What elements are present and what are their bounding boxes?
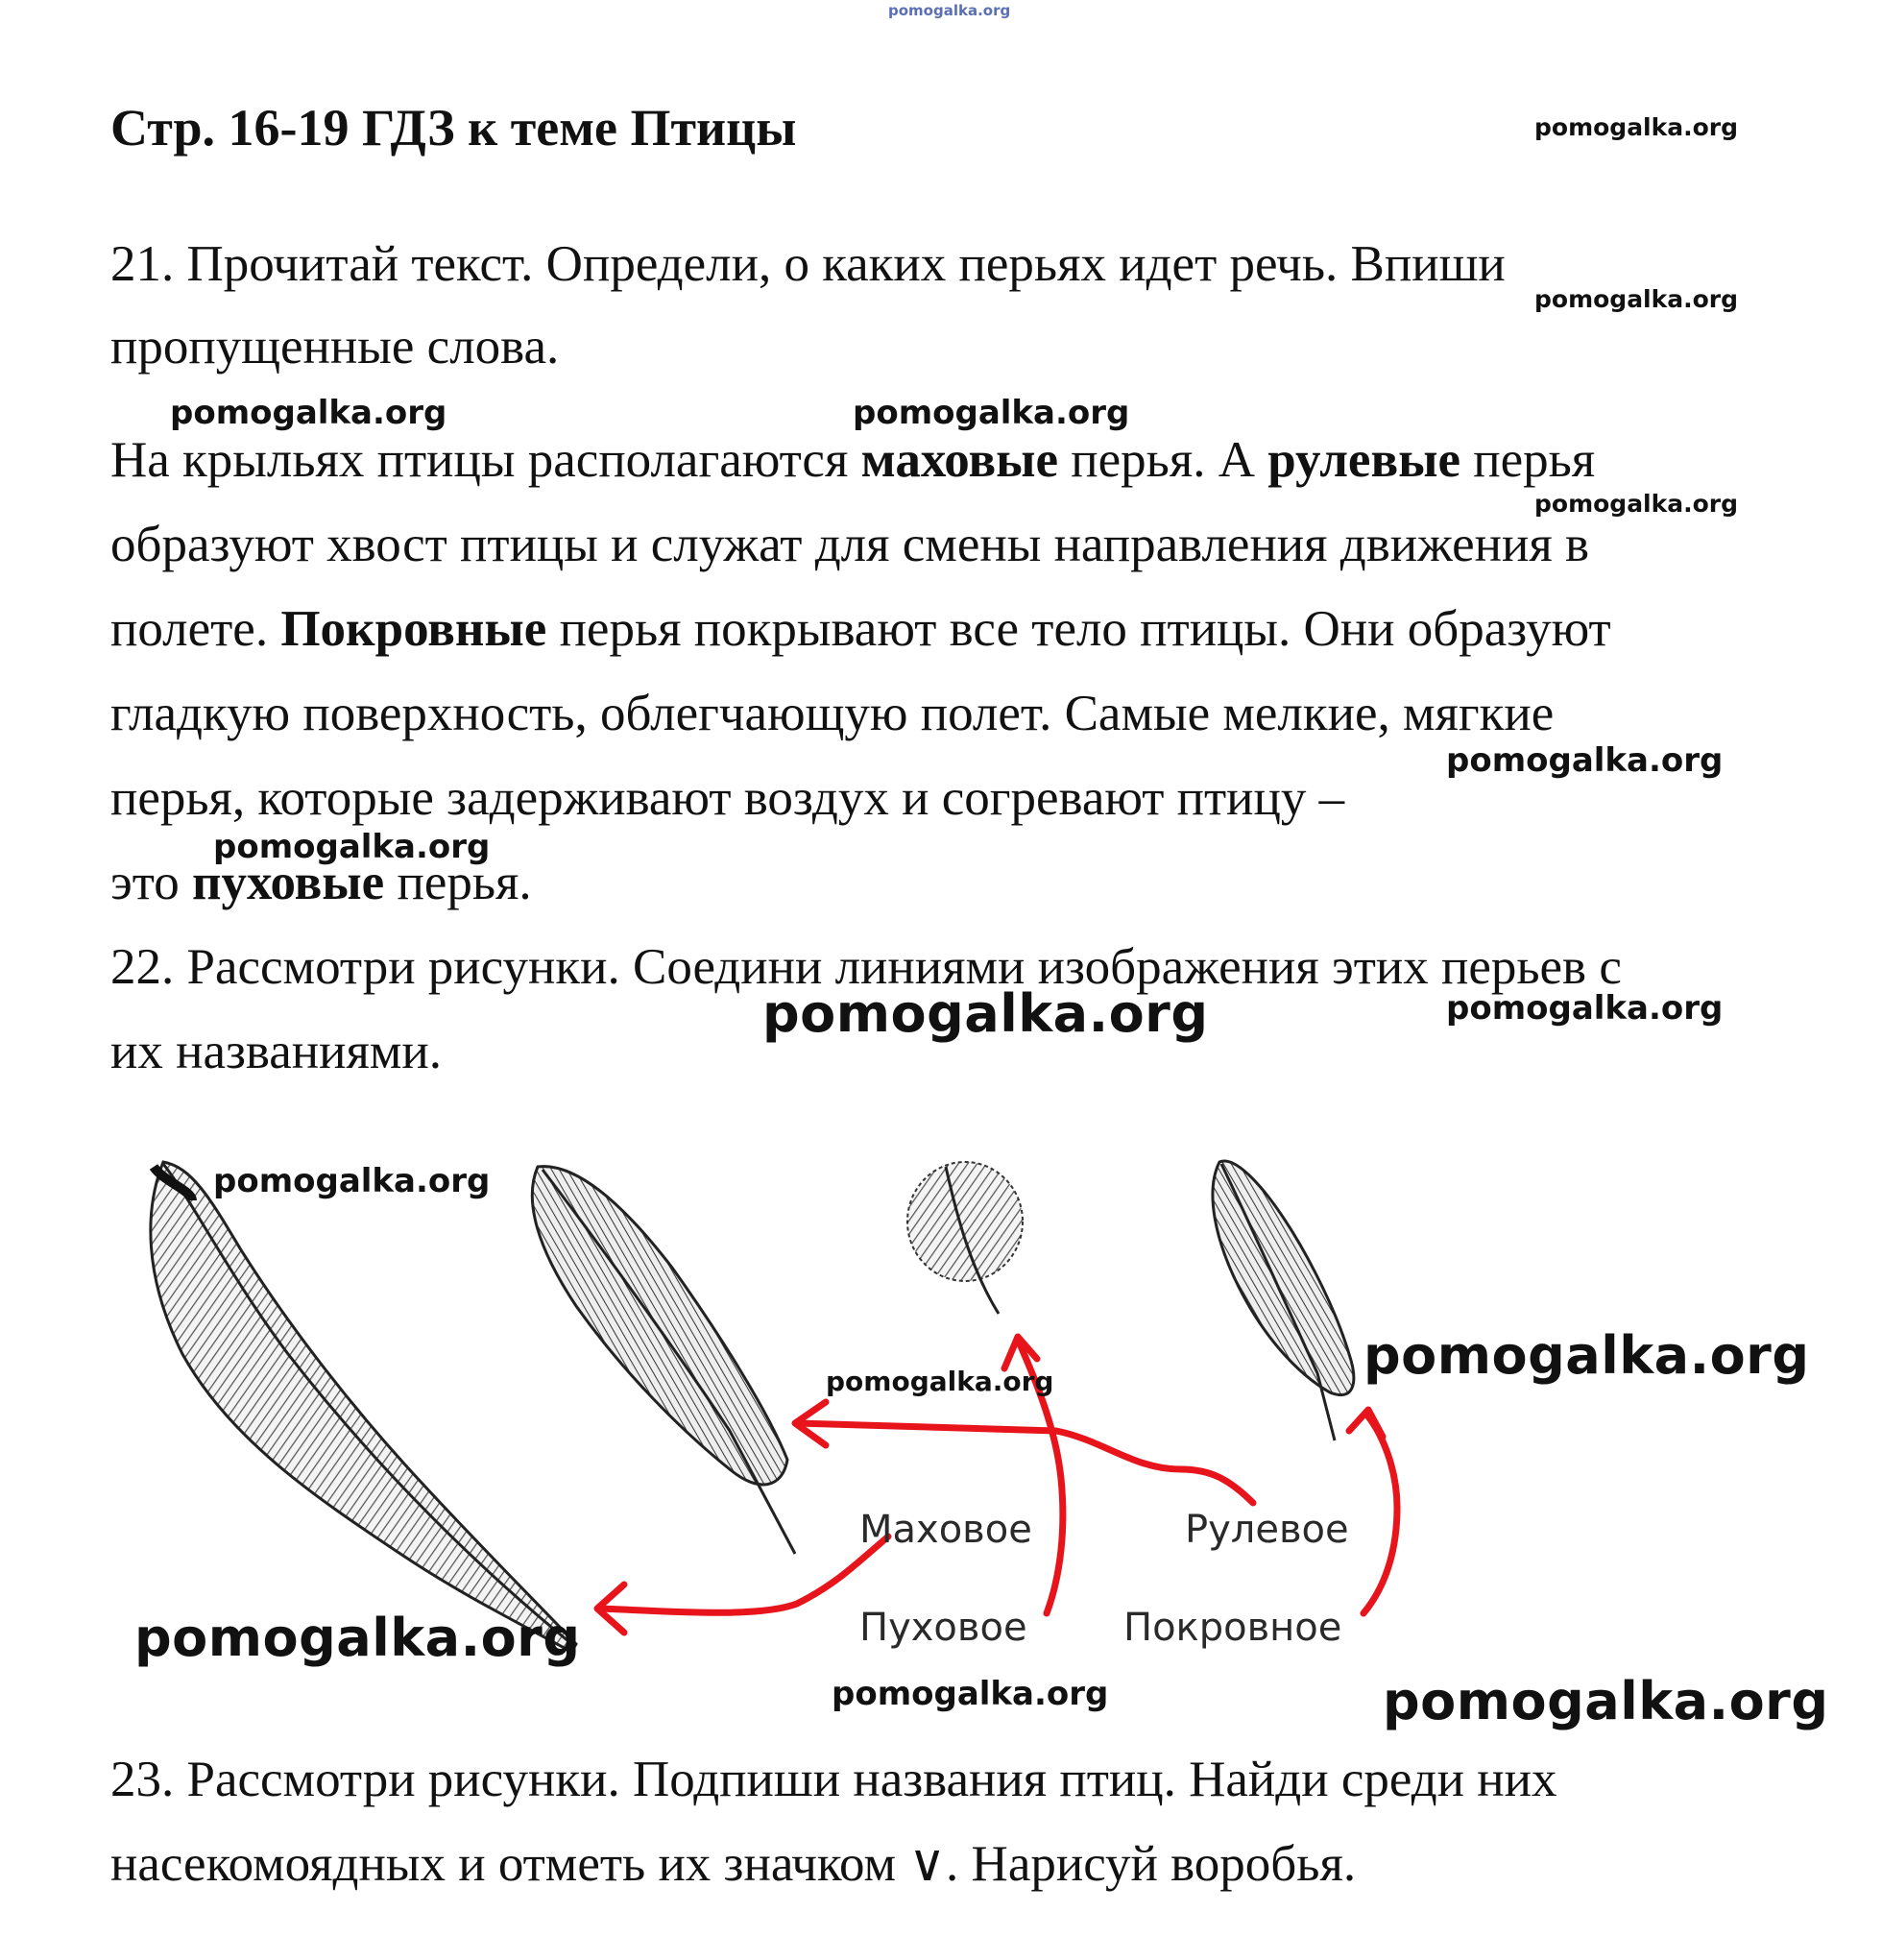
answer-paragraph-line: перья, которые задерживают воздух и согревают птицу –: [110, 770, 1345, 826]
watermark: pomogalka.org: [1446, 741, 1724, 780]
task-21-heading-cont: пропущенные слова.: [110, 319, 560, 375]
label-makhovoe: Маховое: [859, 1508, 1032, 1552]
watermark: pomogalka.org: [762, 983, 1209, 1044]
watermark: pomogalka.org: [1534, 490, 1739, 518]
down-feather-image: [907, 1162, 1023, 1314]
page-title: Стр. 16-19 ГДЗ к теме Птицы: [110, 99, 797, 157]
answer-word: маховые: [860, 432, 1059, 488]
watermark: pomogalka.org: [888, 2, 1011, 19]
answer-word: рулевые: [1267, 432, 1460, 488]
watermark: pomogalka.org: [832, 1675, 1109, 1713]
answer-word: Покровные: [280, 601, 547, 657]
label-rulevoe: Рулевое: [1185, 1508, 1349, 1552]
tail-feather-image: [1213, 1161, 1354, 1440]
watermark: pomogalka.org: [1446, 989, 1724, 1028]
task-22-heading-cont: их названиями.: [110, 1024, 443, 1079]
label-pokrovnoe: Покровное: [1123, 1606, 1342, 1650]
answer-paragraph-line: образуют хвост птицы и служат для смены направления движения в: [110, 517, 1589, 572]
task-21-heading: 21. Прочитай текст. Определи, о каких перьях идет речь. Впиши: [110, 236, 1506, 292]
contour-feather-image: [532, 1167, 795, 1554]
label-pukhovoe: Пуховое: [859, 1606, 1027, 1650]
watermark: pomogalka.org: [1383, 1671, 1829, 1731]
task-22-heading: 22. Рассмотри рисунки. Соедини линиями изображения этих перьев с: [110, 939, 1622, 995]
watermark: pomogalka.org: [134, 1608, 581, 1668]
watermark: pomogalka.org: [826, 1366, 1054, 1397]
watermark: pomogalka.org: [213, 828, 491, 866]
watermark: pomogalka.org: [1534, 285, 1739, 313]
flight-feather-image: [151, 1162, 576, 1652]
answer-paragraph-line: это пуховые перья.: [110, 855, 532, 910]
answer-paragraph-line: гладкую поверхность, облегчающую полет. Самые мелкие, мягкие: [110, 686, 1555, 741]
task-23-heading: 23. Рассмотри рисунки. Подпиши названия птиц. Найди среди них: [110, 1752, 1557, 1807]
watermark: pomogalka.org: [1363, 1325, 1810, 1386]
watermark: pomogalka.org: [853, 394, 1130, 432]
task-23-heading-cont: насекомоядных и отметь их значком ∨. Нарисуй воробья.: [110, 1836, 1357, 1892]
watermark: pomogalka.org: [1534, 113, 1739, 141]
answer-paragraph-line: На крыльях птицы располагаются маховые перья. А рулевые перья: [110, 432, 1596, 488]
watermark: pomogalka.org: [170, 394, 447, 432]
answer-word: пуховые: [191, 855, 385, 910]
watermark: pomogalka.org: [213, 1162, 491, 1200]
answer-paragraph-line: полете. Покровные перья покрывают все тело птицы. Они образуют: [110, 601, 1611, 657]
